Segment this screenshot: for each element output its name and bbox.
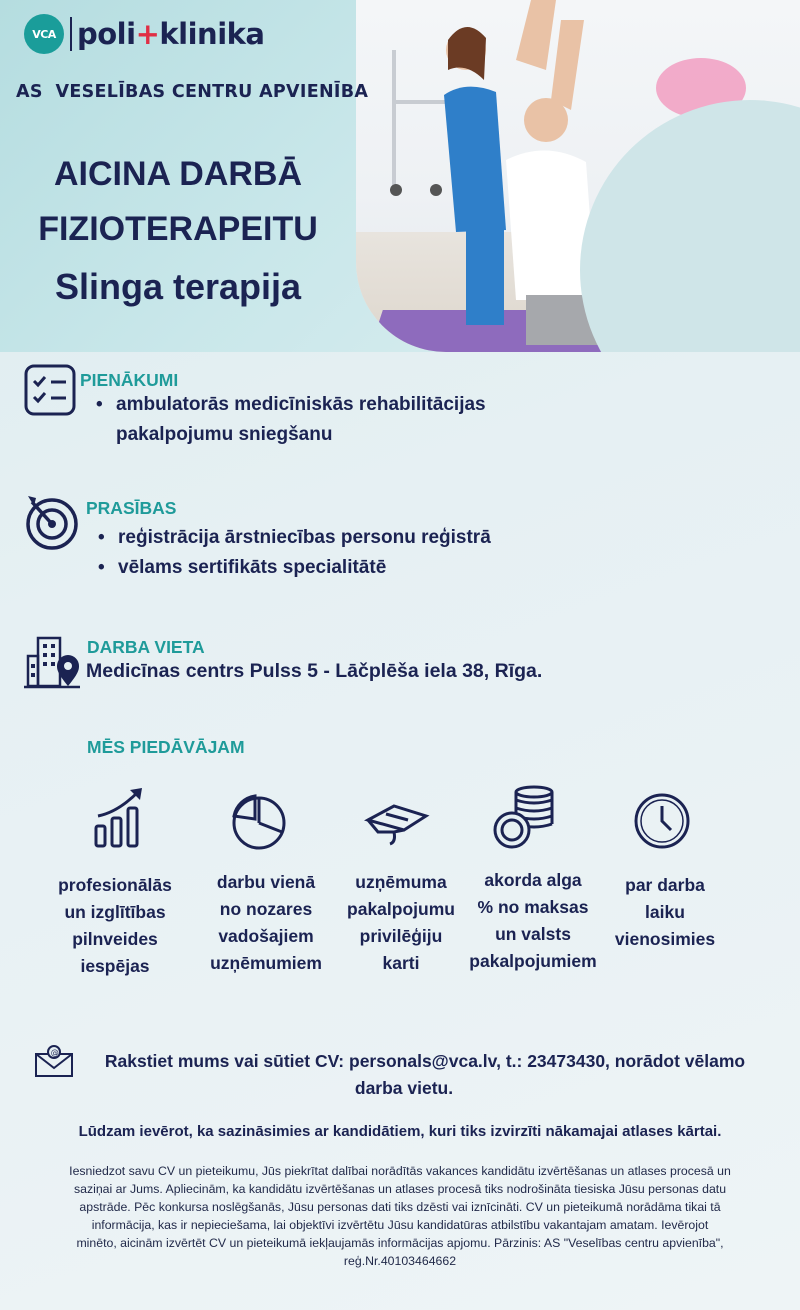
offer-item-salary: akorda alga % no maksas un valsts pakalpojumiem [469,870,597,971]
selection-notice: Lūdzam ievērot, ka sazināsimies ar kandidātiem, kuri tiks izvirzīti nākamajai atlases kārtai. [78,1123,722,1140]
pie-chart-icon [230,794,288,852]
requirements-list [98,523,491,583]
vca-logo-badge: VCA [24,14,64,54]
list-item: • vēlams sertifikāts specialitātē [98,553,491,583]
list-item: • reģistrācija ārstniecības personu reģistrā [98,523,491,553]
requirements-title: PRASĪBAS [86,498,177,518]
headline-line-2: FIZIOTERAPEITU [38,210,318,248]
coins-icon [490,784,556,850]
logo-wordmark: poli+klinika [77,17,265,51]
checklist-icon [24,364,76,416]
list-item: pakalpojumu sniegšanu [116,424,333,445]
headline-line-1: AICINA DARBĀ [53,155,303,193]
offer-title: MĒS PIEDĀVĀJAM [87,737,245,757]
header-banner [0,0,800,352]
offer-item-hours: par darba laiku vienosimies [614,875,716,949]
clock-icon [633,792,691,850]
duties-list [96,390,486,450]
company-name: AS VESELĪBAS CENTRU APVIENĪBA [16,82,369,102]
hand-card-icon [364,800,430,848]
list-item: • ambulatorās medicīniskās rehabilitācijas [96,390,486,420]
headline-line-3: Slinga terapija [54,266,302,307]
offer-item-card: uzņēmuma pakalpojumu privilēģiju karti [347,872,455,973]
privacy-disclaimer: Iesniedzot savu CV un pieteikumu, Jūs piekrītat dalībai norādītās vakances kandidātu izvērtēšanas un atlases procesā un saziņai ar Jums. Apliecinām, ka kandidātu izvērtēšanas un atlases procesā tiks nodrošināta tiesiska Jūsu personas datu apstrāde. Pēc konkursa noslēgšanās, Jūsu personas dati tiks dzēsti vai iznīcināti. CV un pieteikumā norādāma tikai tā informācija, kas ir nepieciešama, lai objektīvi izvērtētu Jūsu kandidatūras atbilstību vakantajam amatam. Ievērojot minēto, aicinām izvērtēt CV un pieteikumā iekļaujamās informācijas apjomu. Pārzinis: AS "Veselības centru apvienība", reģ.Nr.40103464662 [69,1164,731,1268]
offer-item-leader: darbu vienā no nozares vadošajiem uzņēmumiem [210,872,322,973]
workplace-title: DARBA VIETA [87,637,205,657]
building-location-icon [24,634,82,690]
offer-item-growth: profesionālās un izglītības pilnveides iespējas [58,875,172,976]
workplace-address: Medicīnas centrs Pulss 5 - Lāčplēša iela 38, Rīga. [86,660,543,682]
duties-title: PIENĀKUMI [80,370,179,390]
contact-info: Rakstiet mums vai sūtiet CV: personals@vca.lv, t.: 23473430, norādot vēlamo darba vietu. [104,1051,746,1098]
poliklinika-logo [24,14,265,54]
target-icon [24,494,80,550]
growth-chart-icon [92,786,148,848]
svg-text:@: @ [50,1048,59,1057]
